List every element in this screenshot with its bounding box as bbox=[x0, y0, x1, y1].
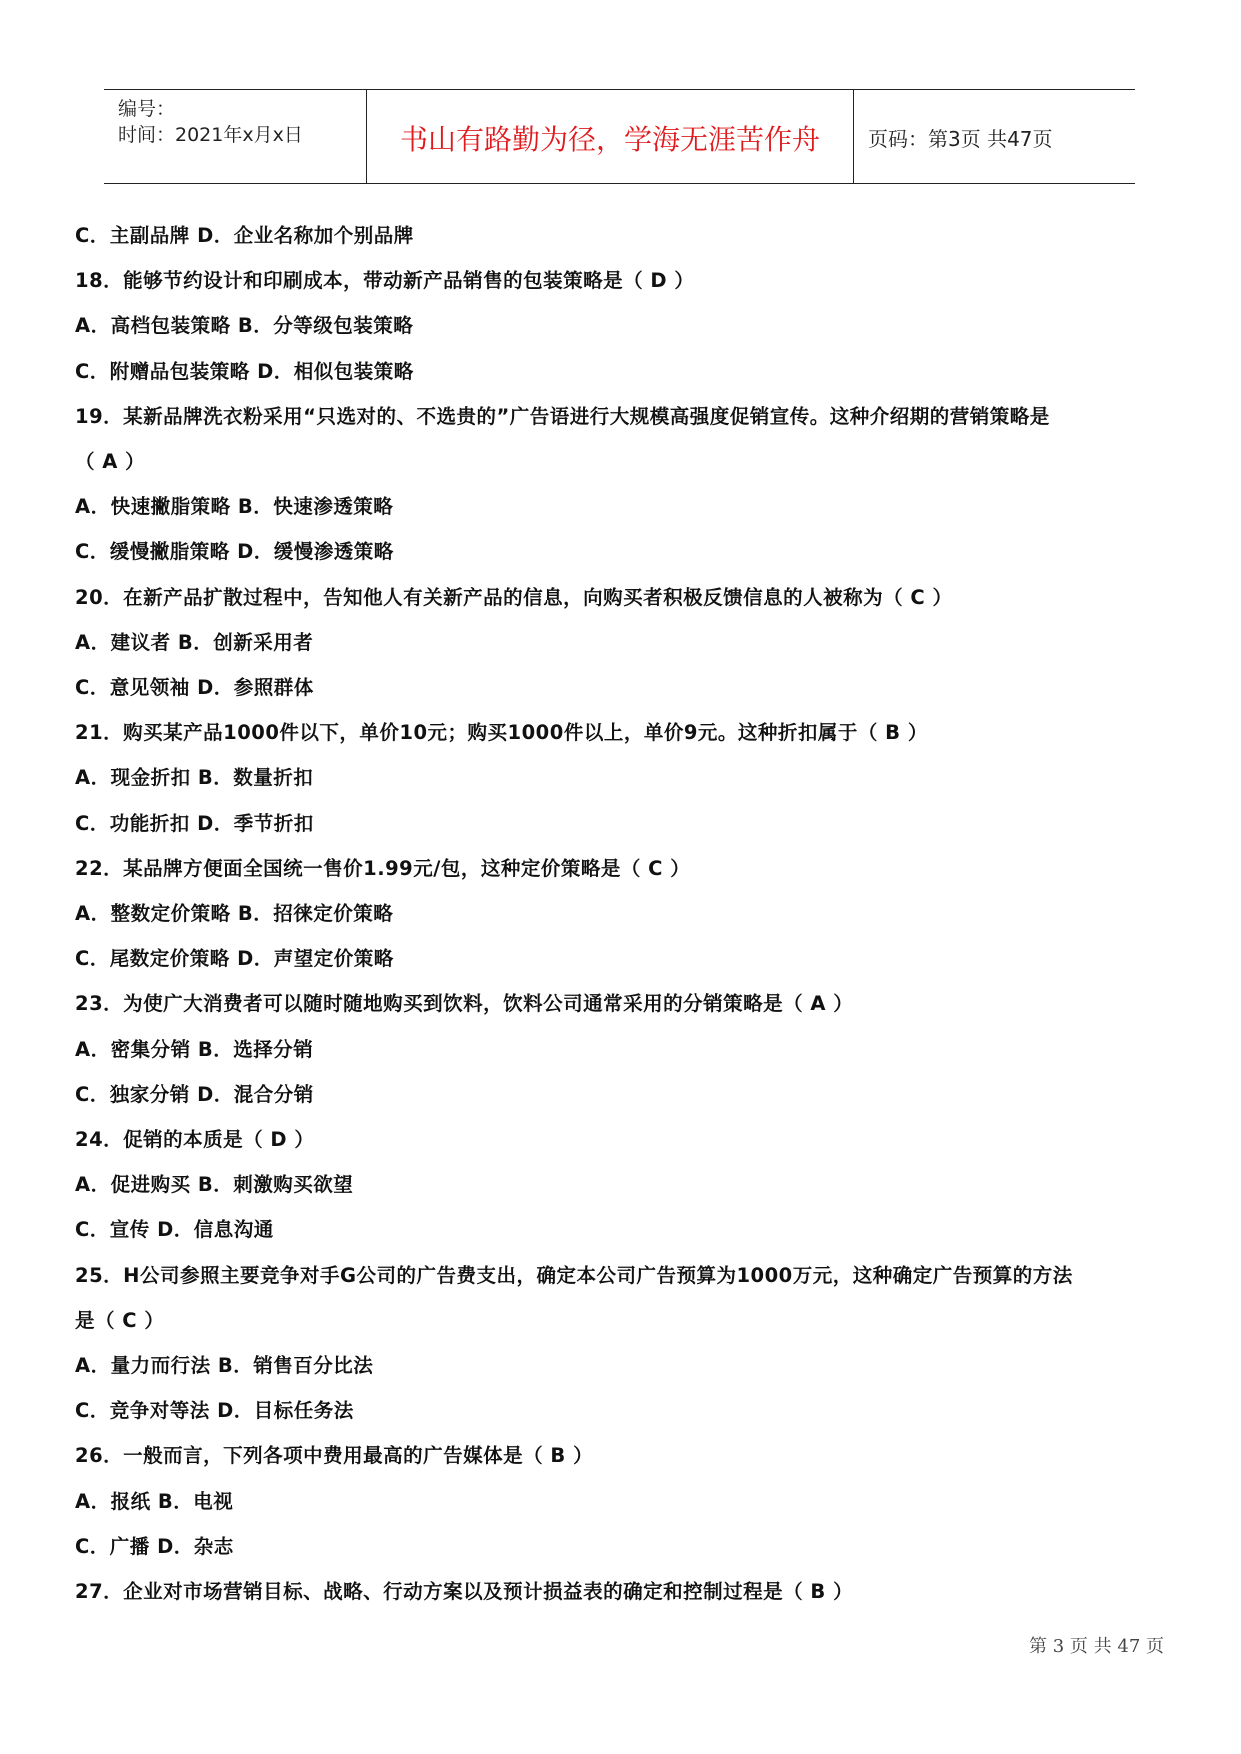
page-code: 页码：第3页 共47页 bbox=[868, 127, 1053, 151]
text-line: 23．为使广大消费者可以随时随地购买到饮料，饮料公司通常采用的分销策略是（ A ） bbox=[75, 992, 854, 1015]
text-line: 24．促销的本质是（ D ） bbox=[75, 1128, 315, 1151]
document-header bbox=[104, 89, 1135, 184]
text-line: 19．某新品牌洗衣粉采用“只选对的、不选贵的”广告语进行大规模高强度促销宣传。这种介绍期的营销策略是 bbox=[75, 405, 1050, 428]
text-line: 18．能够节约设计和印刷成本，带动新产品销售的包装策略是（ D ） bbox=[75, 269, 695, 292]
text-line: A．快速撇脂策略 B．快速渗透策略 bbox=[75, 495, 394, 518]
text-line: 20．在新产品扩散过程中，告知他人有关新产品的信息，向购买者积极反馈信息的人被称为（ C ） bbox=[75, 586, 953, 609]
text-line: C．附赠品包装策略 D．相似包装策略 bbox=[75, 360, 414, 383]
text-line: C．宣传 D．信息沟通 bbox=[75, 1218, 274, 1241]
text-line: A．密集分销 B．选择分销 bbox=[75, 1038, 314, 1061]
text-line: 是（ C ） bbox=[75, 1309, 165, 1332]
serial-number-label: 编号： bbox=[118, 98, 176, 120]
header-page-cell bbox=[854, 90, 1135, 183]
text-line: （ A ） bbox=[75, 450, 146, 473]
time-label: 时间：2021年x月x日 bbox=[118, 124, 303, 146]
text-line: A．整数定价策略 B．招徕定价策略 bbox=[75, 902, 394, 925]
text-line: 25．H公司参照主要竞争对手G公司的广告费支出，确定本公司广告预算为1000万元，这种确定广告预算的方法 bbox=[75, 1264, 1073, 1287]
page-footer: 第 3 页 共 47 页 bbox=[1029, 1636, 1164, 1657]
motto-text: 书山有路勤为径，学海无涯苦作舟 bbox=[399, 123, 820, 156]
text-line: C．主副品牌 D．企业名称加个别品牌 bbox=[75, 224, 414, 247]
header-info-cell bbox=[104, 90, 367, 183]
text-line: A．高档包装策略 B．分等级包装策略 bbox=[75, 314, 414, 337]
text-line: A．量力而行法 B．销售百分比法 bbox=[75, 1354, 374, 1377]
text-line: C．尾数定价策略 D．声望定价策略 bbox=[75, 947, 394, 970]
text-line: A．报纸 B．电视 bbox=[75, 1490, 234, 1513]
text-line: C．功能折扣 D．季节折扣 bbox=[75, 812, 314, 835]
text-line: C．竞争对等法 D．目标任务法 bbox=[75, 1399, 354, 1422]
text-line: 26．一般而言，下列各项中费用最高的广告媒体是（ B ） bbox=[75, 1444, 594, 1467]
text-line: A．促进购买 B．刺激购买欲望 bbox=[75, 1173, 354, 1196]
text-line: A．建议者 B．创新采用者 bbox=[75, 631, 314, 654]
text-line: 22．某品牌方便面全国统一售价1.99元/包，这种定价策略是（ C ） bbox=[75, 857, 691, 880]
text-line: C．广播 D．杂志 bbox=[75, 1535, 234, 1558]
text-line: 27．企业对市场营销目标、战略、行动方案以及预计损益表的确定和控制过程是（ B ） bbox=[75, 1580, 854, 1603]
text-line: C．缓慢撇脂策略 D．缓慢渗透策略 bbox=[75, 540, 394, 563]
text-line: C．独家分销 D．混合分销 bbox=[75, 1083, 314, 1106]
text-line: C．意见领袖 D．参照群体 bbox=[75, 676, 314, 699]
text-line: A．现金折扣 B．数量折扣 bbox=[75, 766, 314, 789]
text-line: 21．购买某产品1000件以下，单价10元；购买1000件以上，单价9元。这种折扣属于（ B ） bbox=[75, 721, 928, 744]
header-motto-cell bbox=[367, 90, 854, 183]
